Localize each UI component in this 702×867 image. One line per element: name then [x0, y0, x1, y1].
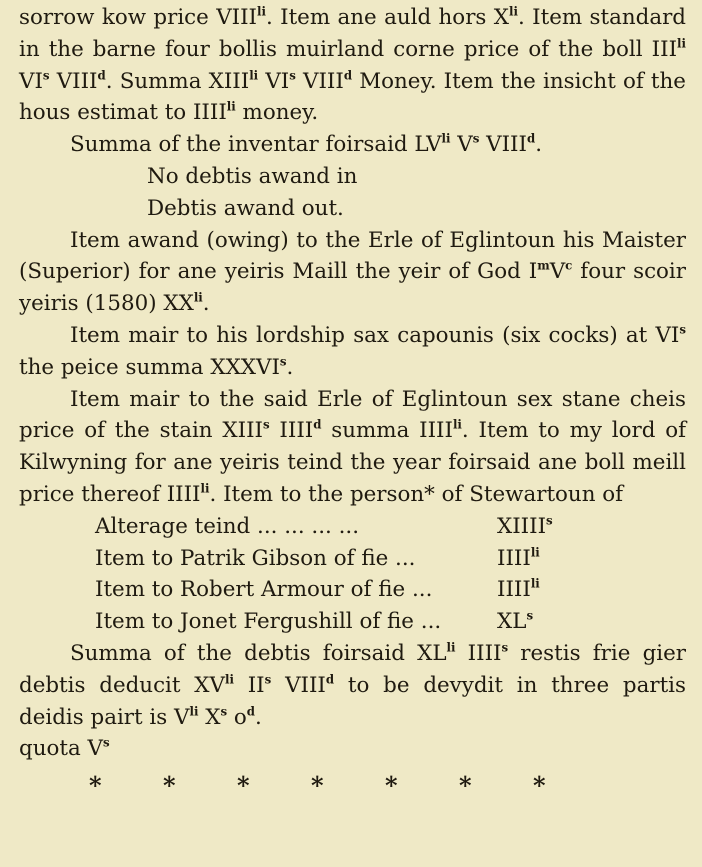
- list-item-label: Item to Jonet Fergushill of fie ...: [95, 609, 442, 635]
- superscript-abbrev: s: [279, 354, 287, 369]
- superscript-abbrev: li: [200, 481, 210, 496]
- asterisk-icon: *: [459, 771, 472, 801]
- list-item: [95, 574, 686, 606]
- superscript-abbrev: d: [343, 68, 353, 83]
- asterisk-icon: *: [385, 771, 398, 801]
- superscript-abbrev: s: [264, 672, 272, 687]
- superscript-abbrev: c: [565, 258, 573, 273]
- superscript-abbrev: d: [97, 68, 106, 83]
- superscript-abbrev: s: [501, 640, 509, 655]
- superscript-abbrev: li: [257, 4, 266, 19]
- superscript-abbrev: s: [679, 322, 686, 337]
- list-item-amount: $IIII^{li}$: [497, 545, 540, 571]
- superscript-abbrev: s: [526, 608, 534, 623]
- superscript-abbrev: s: [220, 704, 228, 719]
- list-item-label: Item to Robert Armour of fie ...: [95, 577, 433, 603]
- superscript-abbrev: li: [224, 672, 234, 687]
- debts-list: [19, 511, 686, 638]
- asterisk-icon: *: [533, 771, 546, 801]
- list-item-amount: $IIII^{li}$: [497, 576, 540, 603]
- section-break-stars: [19, 765, 686, 801]
- superscript-abbrev: d: [526, 131, 536, 146]
- superscript-abbrev: li: [677, 36, 686, 51]
- list-item: [95, 511, 686, 543]
- superscript-abbrev: li: [509, 4, 518, 19]
- superscript-abbrev: d: [313, 417, 322, 432]
- superscript-abbrev: li: [530, 576, 540, 591]
- paragraph-quota: quota $V^s$: [19, 735, 110, 762]
- list-item-label: Alterage teind ... ... ... ...: [95, 513, 360, 539]
- list-item-label: Item to Patrik Gibson of fie ...: [95, 545, 416, 571]
- superscript-abbrev: s: [262, 417, 270, 432]
- superscript-abbrev: li: [189, 704, 199, 719]
- superscript-abbrev: li: [446, 640, 456, 655]
- list-item: [95, 606, 686, 638]
- superscript-abbrev: s: [289, 68, 296, 83]
- asterisk-icon: *: [237, 771, 250, 801]
- asterisk-icon: *: [163, 771, 176, 801]
- list-item: [95, 543, 686, 575]
- superscript-abbrev: li: [226, 99, 236, 114]
- superscript-abbrev: li: [452, 417, 462, 432]
- superscript-abbrev: d: [246, 704, 256, 719]
- paragraph-erle-maill: Item awand (owing) to the Erle of Eglintoun his Maister (Superior) for ane yeiris Maill the yeir of God $I^mV^c$ four scoir yeiris (1580) $XX^{li}$.: [19, 227, 686, 317]
- superscript-abbrev: s: [42, 68, 50, 83]
- paragraph-summa-debtis: Summa of the debtis foirsaid $XL^{li}$ IIII$^s$ restis frie gier debtis deducit $XV^{li}$ $II^s$ VIII$^d$ to be devydit in three partis deidis pairt is $V^{li}$ $X^s$ $o^d$.: [19, 640, 686, 730]
- superscript-abbrev: m: [537, 258, 550, 273]
- paragraph-cheis-teind: Item mair to the said Erle of Eglintoun sex stane cheis price of the stain XIII$^s$ IIII$^d$ summa $IIII^{li}$. Item to my lord of Kilwyning for ane yeiris teind the year foirsaid ane boll meill price thereof $IIII^{li}$. Item to the person* of Stewartoun of: [19, 386, 686, 507]
- paragraph-debts-in: No debtis awand in: [147, 163, 358, 189]
- superscript-abbrev: li: [193, 290, 203, 305]
- paragraph-summa-inventar: Summa of the inventar foirsaid $LV^{li}$ $V^s$ VIII$^d$.: [70, 131, 543, 158]
- superscript-abbrev: li: [249, 68, 259, 83]
- superscript-abbrev: s: [472, 131, 480, 146]
- superscript-abbrev: d: [325, 672, 335, 687]
- paragraph-capounis: Item mair to his lordship sax capounis (six cocks) at $VI^s$ the peice summa XXXVI$^s$.: [19, 322, 686, 380]
- list-item-amount: XIIII$^s$: [497, 513, 553, 539]
- paragraph-inventory: sorrow kow price $VIII^{li}$. Item ane auld hors $X^{li}$. Item standard in the barne four bollis muirland corne price of the boll $III^{li}$ $VI^s$ VIII$^d$. Summa $XIII^{li}$ $VI^s$ VIII$^d$ Money. Item the insicht of the hous estimat to $IIII^{li}$ money.: [19, 4, 686, 126]
- list-item-amount: $XL^s$: [497, 608, 534, 635]
- asterisk-icon: *: [89, 771, 102, 801]
- superscript-abbrev: s: [546, 513, 553, 528]
- superscript-abbrev: s: [102, 735, 110, 750]
- superscript-abbrev: li: [441, 131, 451, 146]
- asterisk-icon: *: [311, 771, 324, 801]
- superscript-abbrev: li: [530, 545, 540, 560]
- paragraph-debts-out: Debtis awand out.: [147, 195, 344, 221]
